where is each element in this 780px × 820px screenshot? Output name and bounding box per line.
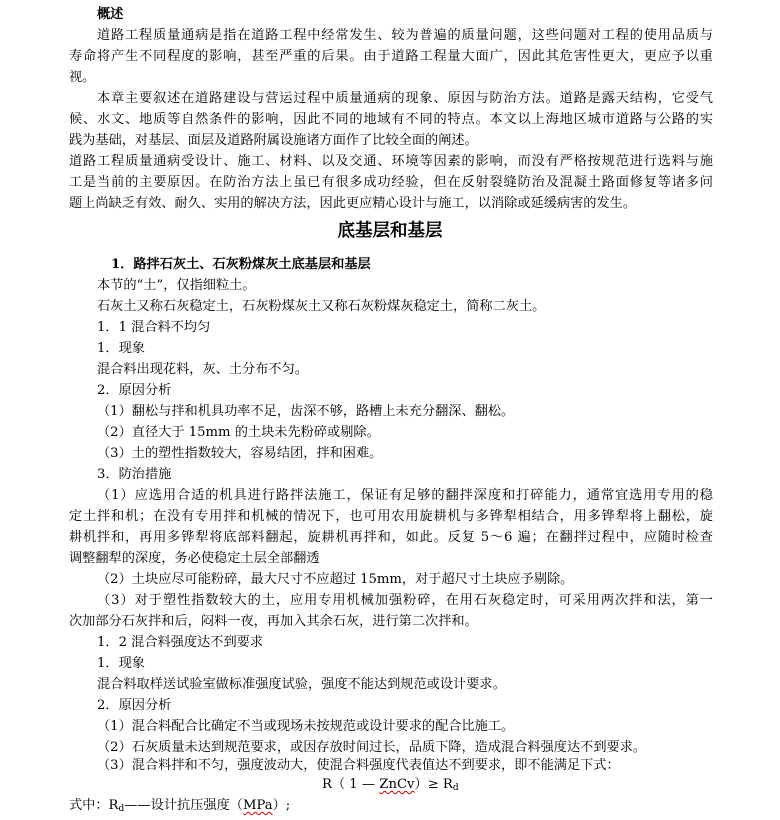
body-line-8: （2）直径大于 15mm 的土块未先粉碎或剔除。: [97, 425, 380, 440]
formula-subscript: d: [452, 783, 459, 793]
body-line-3: 1．1 混合料不均匀: [97, 320, 211, 335]
definition-prefix: 式中：R: [69, 798, 119, 813]
body-line-6: 2．原因分析: [97, 383, 172, 398]
overview-p2-line-1: 本章主要叙述在道路建设与营运过程中质量通病的现象、原因与防治方法。道路是露天结构，它受气: [97, 91, 713, 106]
overview-p1-line-3: 视。: [69, 70, 96, 85]
overview-p2-line-2: 候、水文、地质等自然条件的影响，因此不同的地域有不同的特点。本文以上海地区城市道路与公路的实: [69, 112, 713, 127]
formula-middle: ZnCv: [379, 777, 415, 792]
measures-line-5: （2）土块应尽可能粉碎，最大尺寸不应超过 15mm，对于超尺寸土块应予剔除。: [97, 572, 574, 587]
measures-line-7: 次加部分石灰拌和后，闷料一夜，再加入其余石灰，进行第二次拌和。: [69, 614, 478, 629]
part2-line-1: 1．2 混合料强度达不到要求: [97, 635, 264, 650]
strength-formula: [322, 774, 459, 799]
measures-line-2: 定土拌和机；在没有专用拌和机械的情况下，也可用农用旋耕机与多铧犁相结合，用多铧犁将上翻松，旋: [69, 509, 713, 524]
part2-line-7: （3）混合料拌和不匀，强度波动大，使混合料强度代表值达不到要求，即不能满足下式：: [97, 758, 620, 773]
measures-line-1: （1）应选用合适的机具进行路拌法施工，保证有足够的翻拌深度和打碎能力，通常宜选用专用的稳: [97, 488, 713, 503]
body-line-4: 1．现象: [97, 341, 145, 356]
body-line-7: （1）翻松与拌和机具功率不足，齿深不够，路槽上未充分翻深、翻松。: [97, 404, 515, 419]
overview-p1-line-1: 道路工程质量通病是指在道路工程中经常发生、较为普遍的质量问题，这些问题对工程的使用品质与: [97, 28, 713, 43]
measures-line-4: 调整翻犁的深度，务必使稳定土层全部翻透: [69, 551, 320, 566]
overview-p3-line-3: 题上尚缺乏有效、耐久、实用的解决方法，因此更应精心设计与施工，以消除或延缓病害的发生。: [69, 196, 637, 211]
sub-heading: 1．路拌石灰土、石灰粉煤灰土底基层和基层: [111, 257, 371, 272]
overview-p2-line-3: 践为基础，对基层、面层及道路附属设施诸方面作了比较全面的阐述。: [69, 133, 478, 148]
part2-line-6: （2）石灰质量未达到规范要求，或因存放时间过长，品质下降，造成混合料强度达不到要求。: [97, 740, 647, 755]
formula-right: ）≥ R: [414, 777, 453, 792]
overview-p3-line-1: 道路工程质量通病受设计、施工、材料、以及交通、环境等因素的影响，而没有严格按规范进行选料与施: [69, 154, 713, 169]
section-title: 底基层和基层: [337, 221, 443, 241]
part2-line-3: 混合料取样送试验室做标准强度试验，强度不能达到规范或设计要求。: [97, 677, 506, 692]
overview-p1-line-2: 寿命将产生不同程度的影响，甚至严重的后果。由于道路工程量大面广，因此其危害性更大，更应予以重: [69, 49, 713, 64]
part2-line-2: 1．现象: [97, 656, 145, 671]
definition-subscript: d: [118, 804, 125, 814]
formula-definition: [69, 795, 290, 820]
definition-close: ）;: [272, 798, 291, 813]
body-line-1: 本节的“土”，仅指细粒土。: [97, 278, 256, 293]
part2-line-5: （1）混合料配合比确定不当或现场未按规范或设计要求的配合比施工。: [97, 719, 515, 734]
body-line-10: 3．防治措施: [97, 467, 172, 482]
measures-line-3: 耕机拌和，再用多铧犁将底部料翻起，旋耕机再拌和，如此。反复 5～6 遍；在翻拌过程中，应随时检查: [69, 530, 713, 545]
formula-left: R（ 1 —: [322, 777, 380, 792]
body-line-5: 混合料出现花料，灰、土分布不匀。: [97, 362, 308, 377]
definition-text: ——设计抗压强度（: [124, 798, 243, 813]
definition-unit: MPa: [242, 798, 273, 813]
overview-heading: 概述: [97, 7, 124, 22]
body-line-9: （3）土的塑性指数较大，容易结团，拌和困难。: [97, 446, 383, 461]
part2-line-4: 2．原因分析: [97, 698, 172, 713]
measures-line-6: （3）对于塑性指数较大的土，应用专用机械加强粉碎，在用石灰稳定时，可采用两次拌和法，第一: [97, 593, 713, 608]
overview-p3-line-2: 工是当前的主要原因。在防治方法上虽已有很多成功经验，但在反射裂缝防治及混凝土路面修复等诸多问: [69, 175, 713, 190]
body-line-2: 石灰土又称石灰稳定土，石灰粉煤灰土又称石灰粉煤灰稳定土，简称二灰土。: [97, 299, 546, 314]
